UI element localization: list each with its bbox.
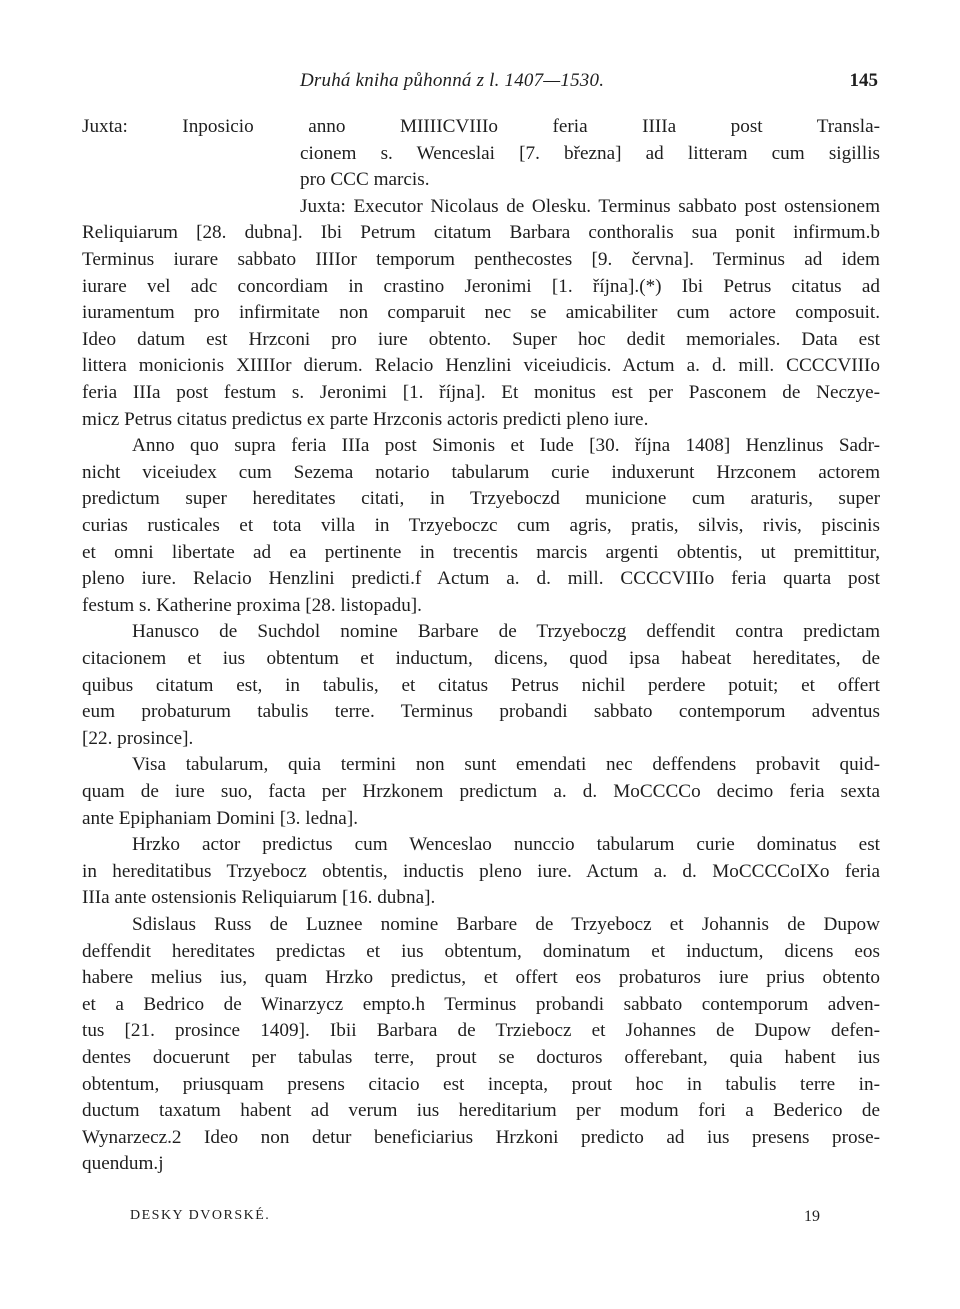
text-line: Visa tabularum, quia termini non sunt emendati nec deffendens probavit quid- xyxy=(132,754,880,776)
text-line: Sdislaus Russ de Luznee nomine Barbare de Trzyebocz et Johannis de Dupow xyxy=(132,914,880,935)
text-line: feria IIIa post festum s. Jeronimi [1. října]. Et monitus est per Pasconem de Neczye- xyxy=(82,382,880,403)
text-line: tus [21. prosince 1409]. Ibii Barbara de Trziebocz et Johannes de Dupow defen- xyxy=(82,1020,880,1042)
text-line: pro CCC marcis. xyxy=(300,169,430,191)
sheet-signature: DESKY DVORSKÉ. xyxy=(130,1208,271,1223)
text-line: festum s. Katherine proxima [28. listopadu]. xyxy=(82,594,422,616)
running-title: Druhá kniha půhonná z l. 1407—1530. xyxy=(300,70,605,91)
text-line: et a Bedrico de Winarzycz empto.h Terminus probandi sabbato contemporum adven- xyxy=(82,993,880,1015)
text-line: Anno quo supra feria IIIa post Simonis et Iude [30. října 1408] Henzlinus Sadr- xyxy=(132,435,880,457)
text-line: ante Epiphaniam Domini [3. ledna]. xyxy=(82,807,359,829)
text-line: deffendit hereditates predictas et ius obtentum, dominatum et inductum, dicens eos xyxy=(82,940,880,962)
text-line: et omni libertate ad ea pertinente in trecentis marcis argenti obtentis, ut premittitur, xyxy=(82,541,880,563)
text-line: eum probaturum tabulis terre. Terminus probandi sabbato contemporum adventus xyxy=(82,701,880,723)
text-line: ductum taxatum habent ad verum ius hereditarium per modum fori a Bederico de xyxy=(82,1100,880,1122)
text-line: Terminus iurare sabbato IIIIor temporum penthecostes [9. června]. Terminus ad idem xyxy=(82,249,880,270)
text-line: curias rusticales et tota villa in Trzyeboczc cum agris, pratis, silvis, rivis, piscinis xyxy=(82,515,880,536)
sheet-number: 19 xyxy=(804,1208,820,1225)
text-line: Reliquiarum [28. dubna]. Ibi Petrum citatum Barbara conthoralis sua ponit infirmum.b xyxy=(82,222,880,244)
page-header xyxy=(300,70,878,98)
text-line: predictum super hereditates citati, in Trzyeboczd municione cum araturis, super xyxy=(82,488,880,510)
text-line: citacionem et ius obtentum et inductum, dicens, quod ipsa habeat hereditates, de xyxy=(82,648,880,669)
text-line: pleno iure. Relacio Henzlini predicti.f Actum a. d. mill. CCCCVIIIo feria quarta post xyxy=(82,568,880,590)
text-line: Juxta: Executor Nicolaus de Olesku. Terminus sabbato post ostensionem xyxy=(300,195,880,217)
text-line: [22. prosince]. xyxy=(82,727,194,749)
text-line: iuramentum pro infirmitate non comparuit nec se amicabiliter cum actore composuit. xyxy=(82,302,880,324)
text-line: Wynarzecz.2 Ideo non detur beneficiarius Hrzkoni predicto ad ius presens prose- xyxy=(82,1126,880,1148)
text-line: Ideo datum est Hrzconi pro iure obtento. Super hoc dedit memoriales. Data est xyxy=(82,328,880,350)
text-line: habere melius ius, quam Hrzko predictus, et offert eos probaturos iure prius obtento xyxy=(82,967,880,989)
text-line: quam de iure suo, facta per Hrzkonem predictum a. d. MoCCCCo decimo feria sexta xyxy=(82,781,880,802)
text-line: in hereditatibus Trzyebocz obtentis, inductis pleno iure. Actum a. d. MoCCCCoIXo feria xyxy=(82,860,880,882)
text-line: IIIa ante ostensionis Reliquiarum [16. dubna]. xyxy=(82,887,436,909)
page-number: 145 xyxy=(849,70,878,91)
text-line: nicht viceiudex cum Sezema notario tabularum curie induxerunt Hrzconem actorem xyxy=(82,461,880,483)
text-line: Juxta: Inposicio anno MIIIICVIIIo feria IIIIa post Transla- xyxy=(82,116,880,137)
text-line: iurare vel adc concordiam in crastino Jeronimi [1. října].(*) Ibi Petrus citatus ad xyxy=(82,275,880,297)
text-line: Hrzko actor predictus cum Wenceslao nunccio tabularum curie dominatus est xyxy=(132,834,880,856)
text-line: micz Petrus citatus predictus ex parte Hrzconis actoris predicti pleno iure. xyxy=(82,408,649,430)
text-line: quendum.j xyxy=(82,1153,164,1175)
text-line: quibus citatum est, in tabulis, et citatus Petrus nichil perdere potuit; et offert xyxy=(82,674,880,696)
text-line: obtentum, priusquam presens citacio est incepta, prout hoc in tabulis terre in- xyxy=(82,1073,880,1095)
text-line: littera monicionis XIIIIor dierum. Relacio Henzlini viceiudicis. Actum a. d. mill. CCCCVIIIo xyxy=(82,355,880,377)
text-line: dentes docuerunt per tabulas terre, prout se docturos offerebant, quia habent ius xyxy=(82,1047,880,1068)
text-line: Hanusco de Suchdol nomine Barbare de Trzyeboczg deffendit contra predictam xyxy=(132,621,880,643)
text-line: cionem s. Wenceslai [7. března] ad litteram cum sigillis xyxy=(300,142,880,164)
page-footer xyxy=(130,1208,820,1230)
